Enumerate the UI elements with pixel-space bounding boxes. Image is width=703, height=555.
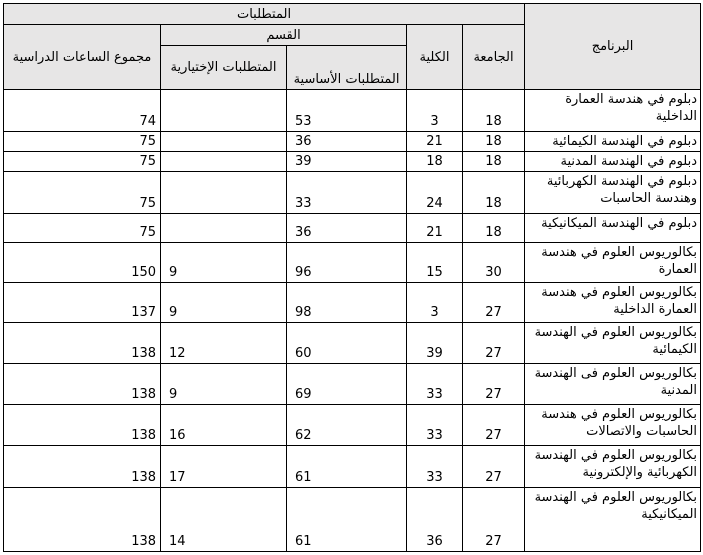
college-cell: 33 <box>407 446 463 488</box>
core-cell: 61 <box>287 488 407 552</box>
header-total: مجموع الساعات الدراسية <box>4 25 161 90</box>
core-cell: 96 <box>287 243 407 283</box>
total-cell: 138 <box>4 364 161 405</box>
program-cell: بكالوريوس العلوم في الهندسة الكيمائية <box>525 323 701 364</box>
college-cell: 33 <box>407 405 463 446</box>
header-elective: المتطلبات الإختيارية <box>161 46 287 90</box>
elective-cell: 16 <box>161 405 287 446</box>
university-cell: 18 <box>463 132 525 152</box>
table-row <box>4 446 701 488</box>
total-cell: 74 <box>4 90 161 132</box>
core-cell: 33 <box>287 172 407 214</box>
table-row <box>4 364 701 405</box>
university-cell: 18 <box>463 152 525 172</box>
core-cell: 36 <box>287 132 407 152</box>
total-cell: 138 <box>4 446 161 488</box>
program-cell: بكالوريوس العلوم في هندسة العمارة <box>525 243 701 283</box>
core-cell: 62 <box>287 405 407 446</box>
program-cell: بكالوريوس العلوم في الهندسة الكهربائية والإلكترونية <box>525 446 701 488</box>
university-cell: 18 <box>463 90 525 132</box>
university-cell: 27 <box>463 283 525 323</box>
core-cell: 39 <box>287 152 407 172</box>
elective-cell <box>161 90 287 132</box>
core-cell: 36 <box>287 214 407 243</box>
total-cell: 75 <box>4 172 161 214</box>
program-cell: بكالوريوس العلوم في هندسة الحاسبات والاتصالات <box>525 405 701 446</box>
header-core: المتطلبات الأساسية <box>287 46 407 90</box>
table-wrapper <box>3 3 701 552</box>
core-cell: 98 <box>287 283 407 323</box>
college-cell: 18 <box>407 152 463 172</box>
university-cell: 18 <box>463 172 525 214</box>
total-cell: 75 <box>4 132 161 152</box>
table-row <box>4 152 701 172</box>
college-cell: 39 <box>407 323 463 364</box>
college-cell: 15 <box>407 243 463 283</box>
elective-cell: 9 <box>161 243 287 283</box>
college-cell: 21 <box>407 214 463 243</box>
program-cell: دبلوم في الهندسة الكهربائية وهندسة الحاسبات <box>525 172 701 214</box>
elective-cell <box>161 214 287 243</box>
total-cell: 138 <box>4 323 161 364</box>
total-cell: 137 <box>4 283 161 323</box>
table-body <box>4 90 701 552</box>
elective-cell <box>161 132 287 152</box>
table-row <box>4 405 701 446</box>
program-cell: دبلوم في الهندسة المدنية <box>525 152 701 172</box>
university-cell: 30 <box>463 243 525 283</box>
total-cell: 75 <box>4 152 161 172</box>
university-cell: 27 <box>463 364 525 405</box>
elective-cell <box>161 152 287 172</box>
header-program: البرنامج <box>525 4 701 90</box>
elective-cell: 12 <box>161 323 287 364</box>
program-cell: دبلوم في الهندسة الميكانيكية <box>525 214 701 243</box>
total-cell: 138 <box>4 488 161 552</box>
university-cell: 27 <box>463 446 525 488</box>
header-requirements: المتطلبات <box>4 4 525 25</box>
header-university: الجامعة <box>463 25 525 90</box>
table-row <box>4 488 701 552</box>
program-cell: بكالوريوس العلوم فى الهندسة المدنية <box>525 364 701 405</box>
header-department: القسم <box>161 25 407 46</box>
college-cell: 3 <box>407 90 463 132</box>
total-cell: 138 <box>4 405 161 446</box>
table-row <box>4 214 701 243</box>
total-cell: 75 <box>4 214 161 243</box>
university-cell: 27 <box>463 323 525 364</box>
college-cell: 21 <box>407 132 463 152</box>
college-cell: 33 <box>407 364 463 405</box>
requirements-table <box>3 3 701 552</box>
elective-cell <box>161 172 287 214</box>
university-cell: 27 <box>463 488 525 552</box>
college-cell: 24 <box>407 172 463 214</box>
university-cell: 27 <box>463 405 525 446</box>
elective-cell: 17 <box>161 446 287 488</box>
elective-cell: 9 <box>161 364 287 405</box>
total-cell: 150 <box>4 243 161 283</box>
table-row <box>4 323 701 364</box>
program-cell: دبلوم في هندسة العمارة الداخلية <box>525 90 701 132</box>
core-cell: 61 <box>287 446 407 488</box>
core-cell: 60 <box>287 323 407 364</box>
table-row <box>4 132 701 152</box>
table-row <box>4 172 701 214</box>
college-cell: 3 <box>407 283 463 323</box>
program-cell: بكالوريوس العلوم في هندسة العمارة الداخلية <box>525 283 701 323</box>
college-cell: 36 <box>407 488 463 552</box>
university-cell: 18 <box>463 214 525 243</box>
table-row <box>4 283 701 323</box>
elective-cell: 9 <box>161 283 287 323</box>
core-cell: 53 <box>287 90 407 132</box>
table-row <box>4 90 701 132</box>
header-college: الكلية <box>407 25 463 90</box>
core-cell: 69 <box>287 364 407 405</box>
elective-cell: 14 <box>161 488 287 552</box>
program-cell: بكالوريوس العلوم في الهندسة الميكانيكية <box>525 488 701 552</box>
table-row <box>4 243 701 283</box>
program-cell: دبلوم في الهندسة الكيمائية <box>525 132 701 152</box>
